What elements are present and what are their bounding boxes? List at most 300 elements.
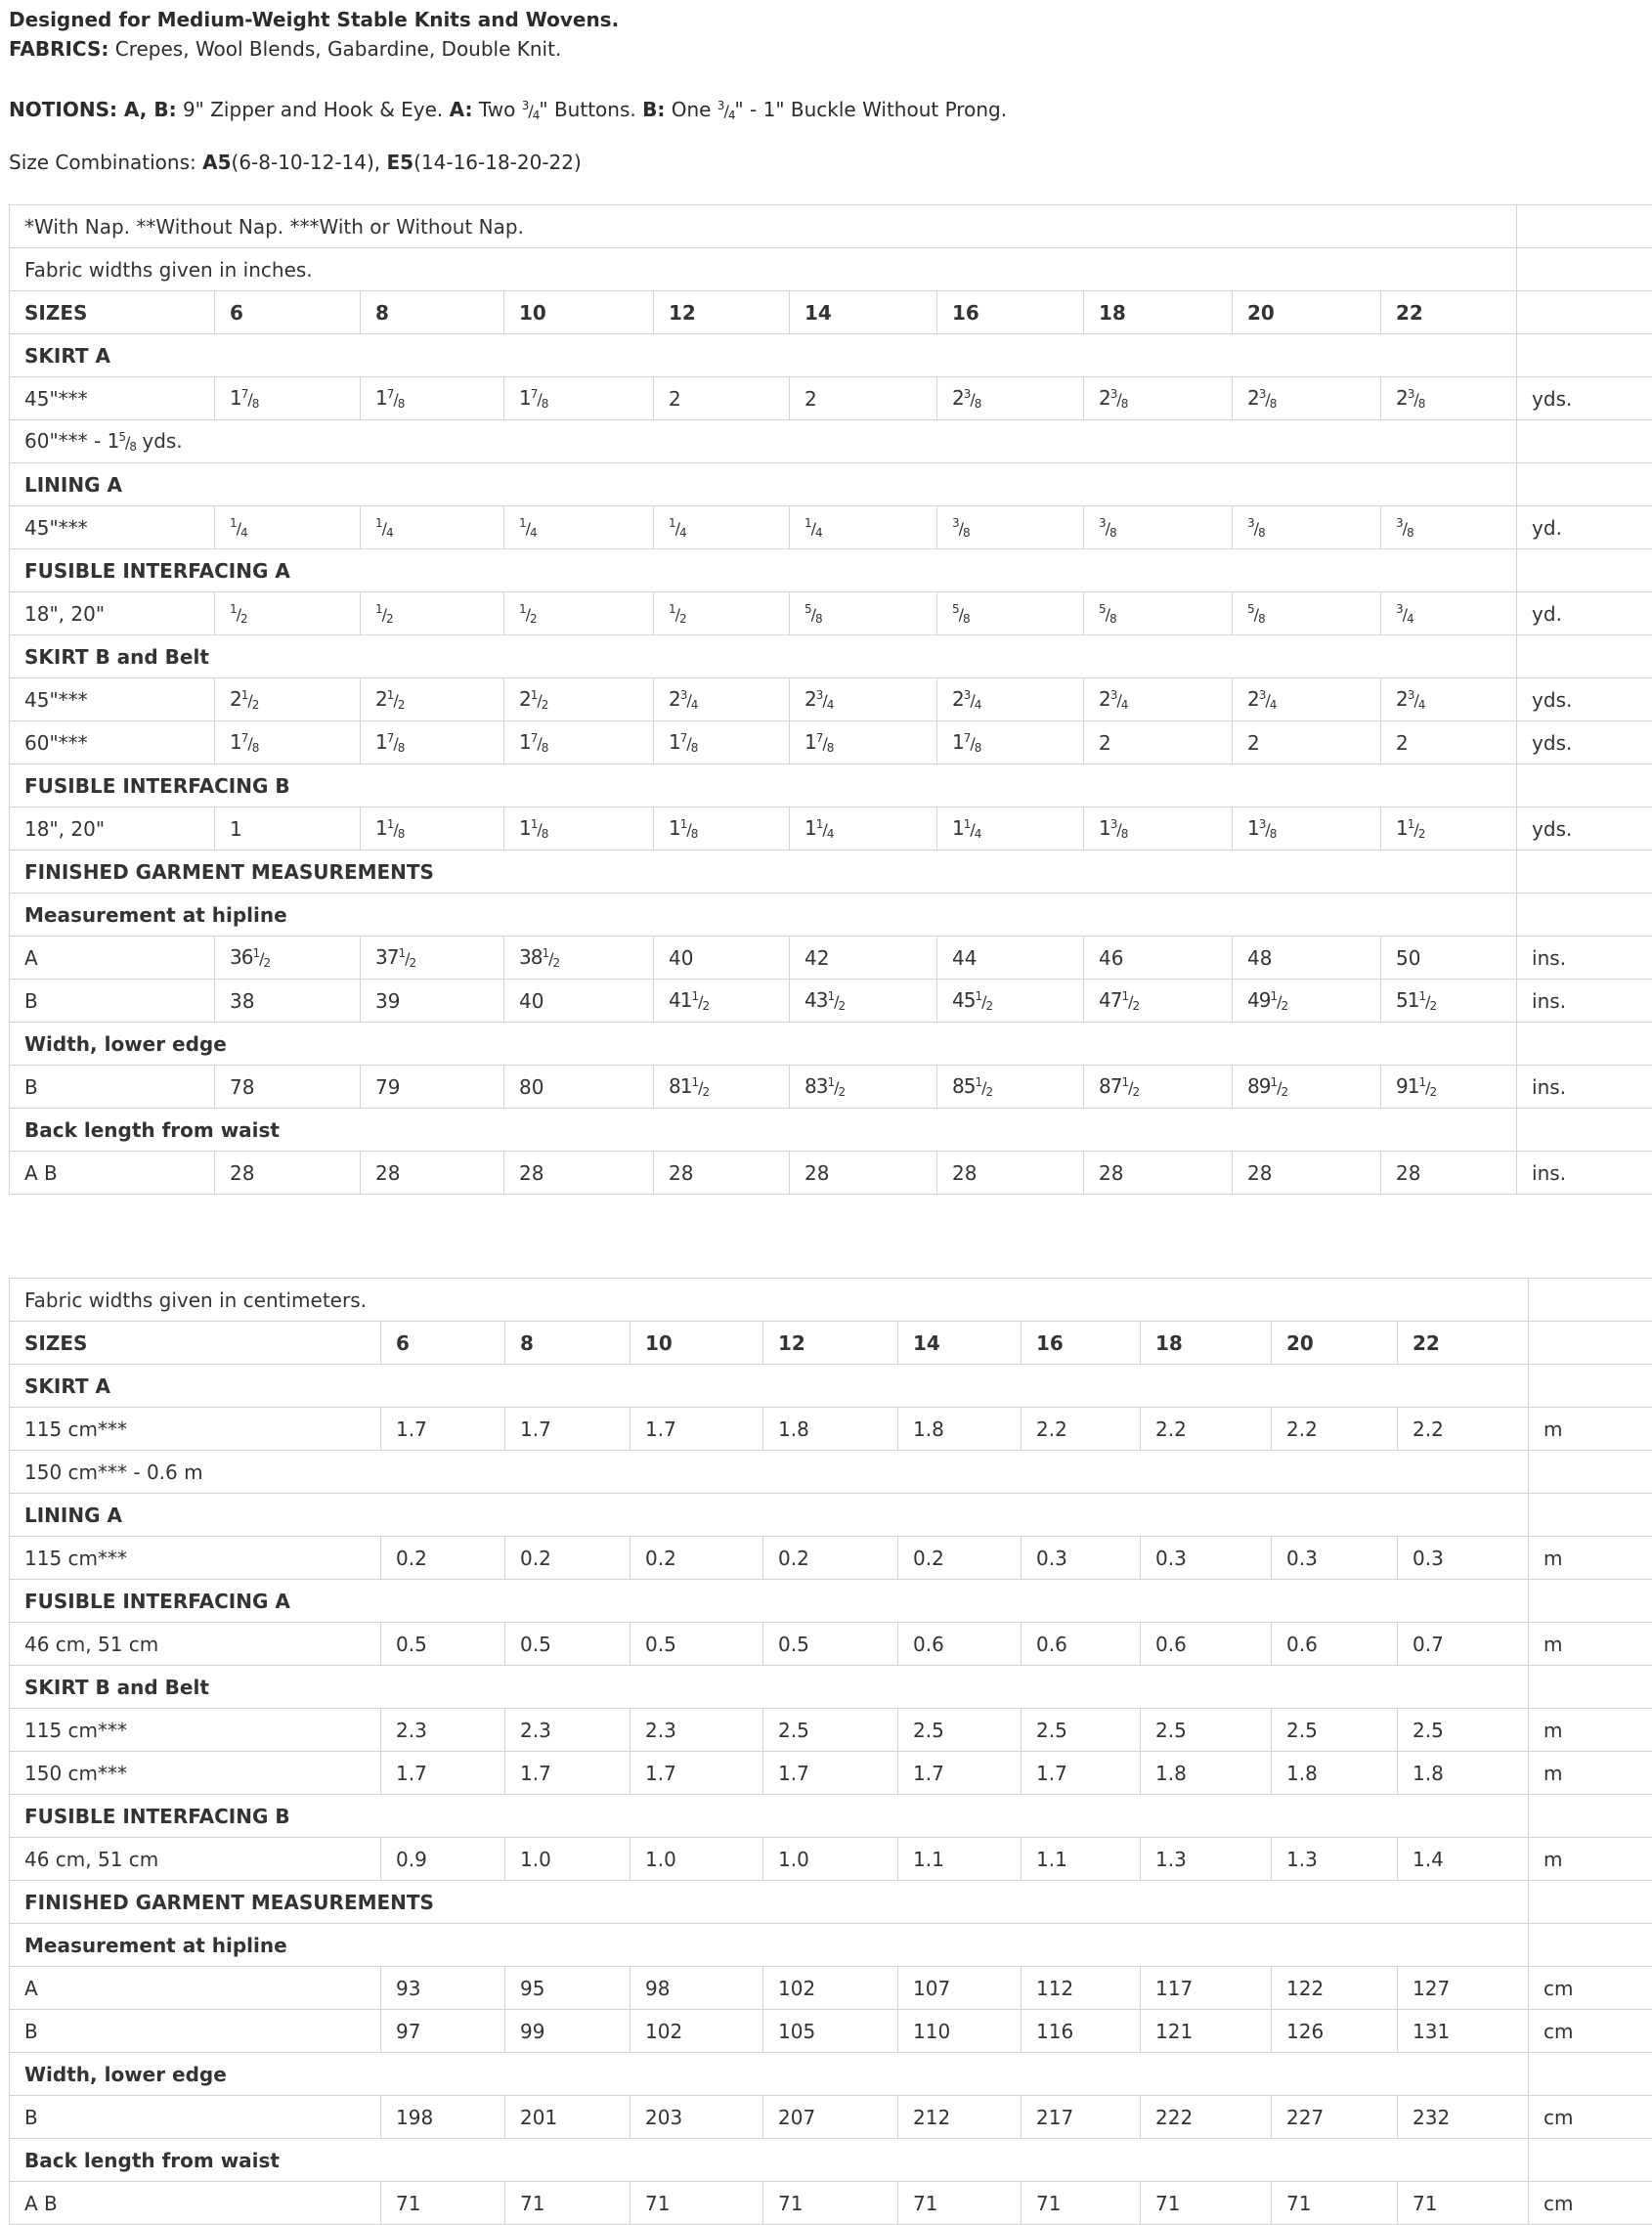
- row-label: A B: [10, 2182, 381, 2225]
- unit-cell-empty: [1529, 1666, 1652, 1709]
- size-value-cell: $1^3/_8$: [1233, 807, 1381, 851]
- row-label: 150 cm***: [10, 1752, 381, 1795]
- size-value-cell: 222: [1141, 2096, 1272, 2139]
- size-value-cell: $38^1/_2$: [504, 937, 654, 980]
- size-value-cell: $89^1/_2$: [1233, 1066, 1381, 1109]
- size-header-6: 6: [381, 1322, 505, 1365]
- table-row: [10, 377, 1652, 420]
- size-value-cell: 95: [505, 1967, 630, 2010]
- row-label: 45"***: [10, 377, 215, 420]
- section-skirt-b-and-belt-row: [10, 1666, 1652, 1709]
- row-label: A: [10, 937, 215, 980]
- size-value-cell: $^1/_2$: [215, 592, 361, 635]
- size-value-cell: 102: [630, 2010, 763, 2053]
- size-value-cell: 42: [790, 937, 937, 980]
- size-value-cell: $83^1/_2$: [790, 1066, 937, 1109]
- section-fusible-interfacing-a-row: [10, 549, 1652, 592]
- table-row: [10, 506, 1652, 549]
- unit-cell-empty: [1517, 635, 1652, 678]
- combo-a-sizes: (6-8-10-12-14),: [232, 151, 381, 174]
- section-measurement-at-hipline-row: [10, 1924, 1652, 1967]
- size-value-cell: $1^7/_8$: [215, 721, 361, 764]
- table-row: [10, 1709, 1652, 1752]
- size-value-cell: 1.8: [1141, 1752, 1272, 1795]
- unit-label: cm: [1529, 2182, 1652, 2225]
- table-row: [10, 1537, 1652, 1580]
- unit-cell-empty: [1529, 1494, 1652, 1537]
- size-value-cell: 107: [898, 1967, 1022, 2010]
- size-value-cell: 0.2: [630, 1537, 763, 1580]
- size-value-cell: $^1/_4$: [654, 506, 790, 549]
- combo-a-code: A5: [202, 151, 231, 174]
- size-value-cell: 1.7: [763, 1752, 898, 1795]
- size-header-14: 14: [790, 291, 937, 334]
- size-value-cell: $1^1/_4$: [790, 807, 937, 851]
- size-value-cell: 117: [1141, 1967, 1272, 2010]
- size-value-cell: $81^1/_2$: [654, 1066, 790, 1109]
- design-description-text: Designed for Medium-Weight Stable Knits and Wovens.: [9, 8, 619, 31]
- size-value-cell: 98: [630, 1967, 763, 2010]
- size-header-20: 20: [1233, 291, 1381, 334]
- table-row: [10, 807, 1652, 851]
- unit-cell-empty: [1529, 2139, 1652, 2182]
- size-value-cell: $91^1/_2$: [1381, 1066, 1517, 1109]
- unit-label: yds.: [1517, 721, 1652, 764]
- size-value-cell: $^3/_8$: [1084, 506, 1233, 549]
- size-value-cell: 2.5: [1398, 1709, 1529, 1752]
- size-value-cell: 1.7: [505, 1408, 630, 1451]
- size-value-cell: $2^3/_4$: [1381, 678, 1517, 721]
- fabric-widths-note-row: [10, 1279, 1652, 1322]
- unit-label: m: [1529, 1537, 1652, 1580]
- size-value-cell: 110: [898, 2010, 1022, 2053]
- size-header-20: 20: [1272, 1322, 1398, 1365]
- size-header-18: 18: [1141, 1322, 1272, 1365]
- size-value-cell: 99: [505, 2010, 630, 2053]
- size-value-cell: $2^3/_8$: [1381, 377, 1517, 420]
- size-value-cell: $^3/_4$: [1381, 592, 1517, 635]
- size-value-cell: 2.3: [630, 1709, 763, 1752]
- row-label: B: [10, 980, 215, 1023]
- size-header-6: 6: [215, 291, 361, 334]
- size-value-cell: 79: [361, 1066, 504, 1109]
- unit-label: m: [1529, 1752, 1652, 1795]
- unit-label: yds.: [1517, 377, 1652, 420]
- size-value-cell: 2.2: [1272, 1408, 1398, 1451]
- table-row: [10, 1066, 1652, 1109]
- section-skirt-a: SKIRT A: [10, 1365, 1529, 1408]
- size-value-cell: 102: [763, 1967, 898, 2010]
- size-value-cell: 0.2: [898, 1537, 1022, 1580]
- unit-label: yds.: [1517, 678, 1652, 721]
- section-width-lower-edge-row: [10, 1023, 1652, 1066]
- nap-legend-row: [10, 205, 1652, 248]
- unit-label: cm: [1529, 2010, 1652, 2053]
- size-value-cell: 0.5: [763, 1623, 898, 1666]
- unit-cell-empty: [1517, 291, 1652, 334]
- section-fusible-interfacing-b: FUSIBLE INTERFACING B: [10, 1795, 1529, 1838]
- section-fusible-interfacing-a: FUSIBLE INTERFACING A: [10, 549, 1517, 592]
- size-value-cell: $2^3/_4$: [1084, 678, 1233, 721]
- size-value-cell: $1^7/_8$: [215, 377, 361, 420]
- size-value-cell: 198: [381, 2096, 505, 2139]
- size-value-cell: 1.7: [630, 1408, 763, 1451]
- size-value-cell: 1.7: [381, 1752, 505, 1795]
- section-lining-a-row: [10, 1494, 1652, 1537]
- section-back-length-from-waist-row: [10, 2139, 1652, 2182]
- size-value-cell: 227: [1272, 2096, 1398, 2139]
- size-value-cell: 2.2: [1141, 1408, 1272, 1451]
- fabrics-text: Crepes, Wool Blends, Gabardine, Double Knit.: [115, 37, 562, 61]
- size-value-cell: $^5/_8$: [1233, 592, 1381, 635]
- fabrics-line: [9, 35, 561, 64]
- size-value-cell: 1.8: [898, 1408, 1022, 1451]
- unit-cell-empty: [1517, 420, 1652, 463]
- row-label: 18", 20": [10, 807, 215, 851]
- size-value-cell: $2^3/_4$: [1233, 678, 1381, 721]
- combo-e-code: E5: [387, 151, 414, 174]
- table-row: [10, 2096, 1652, 2139]
- size-value-cell: 93: [381, 1967, 505, 2010]
- unit-label: m: [1529, 1709, 1652, 1752]
- size-value-cell: $1^1/_8$: [504, 807, 654, 851]
- table-row: [10, 1408, 1652, 1451]
- size-value-cell: 97: [381, 2010, 505, 2053]
- size-value-cell: $51^1/_2$: [1381, 980, 1517, 1023]
- size-value-cell: 0.5: [630, 1623, 763, 1666]
- unit-label: yd.: [1517, 592, 1652, 635]
- size-value-cell: 0.3: [1272, 1537, 1398, 1580]
- size-value-cell: $37^1/_2$: [361, 937, 504, 980]
- unit-cell-empty: [1517, 851, 1652, 894]
- size-header-8: 8: [361, 291, 504, 334]
- size-value-cell: 201: [505, 2096, 630, 2139]
- size-value-cell: 212: [898, 2096, 1022, 2139]
- size-value-cell: 1.1: [1022, 1838, 1141, 1881]
- row-label: 46 cm, 51 cm: [10, 1838, 381, 1881]
- size-value-cell: $1^7/_8$: [937, 721, 1084, 764]
- row-label: 46 cm, 51 cm: [10, 1623, 381, 1666]
- design-description: [9, 6, 619, 34]
- size-header-10: 10: [504, 291, 654, 334]
- size-value-cell: 0.5: [381, 1623, 505, 1666]
- size-value-cell: 38: [215, 980, 361, 1023]
- yardage-table-inches: [9, 204, 1652, 1195]
- size-value-cell: 2: [790, 377, 937, 420]
- size-value-cell: $45^1/_2$: [937, 980, 1084, 1023]
- unit-cell-empty: [1517, 549, 1652, 592]
- section-finished-garment-measurements: FINISHED GARMENT MEASUREMENTS: [10, 851, 1517, 894]
- size-value-cell: 2.5: [1022, 1709, 1141, 1752]
- size-value-cell: $1^1/_4$: [937, 807, 1084, 851]
- size-header-12: 12: [763, 1322, 898, 1365]
- size-combinations-label: Size Combinations:: [9, 151, 196, 174]
- size-value-cell: 0.9: [381, 1838, 505, 1881]
- size-value-cell: $1^7/_8$: [654, 721, 790, 764]
- size-value-cell: $49^1/_2$: [1233, 980, 1381, 1023]
- unit-label: ins.: [1517, 980, 1652, 1023]
- size-value-cell: $47^1/_2$: [1084, 980, 1233, 1023]
- size-value-cell: 121: [1141, 2010, 1272, 2053]
- notions-ab-text: 9" Zipper and Hook & Eye.: [183, 98, 443, 121]
- fabric-widths-note: Fabric widths given in centimeters.: [10, 1279, 1529, 1322]
- size-value-cell: 2: [1381, 721, 1517, 764]
- unit-cell-empty: [1529, 1365, 1652, 1408]
- row-label: 18", 20": [10, 592, 215, 635]
- section-skirt-b-and-belt-row: [10, 635, 1652, 678]
- table-row: [10, 937, 1652, 980]
- size-value-cell: 1.8: [763, 1408, 898, 1451]
- sizes-header-label: SIZES: [10, 291, 215, 334]
- size-value-cell: $1^1/_8$: [361, 807, 504, 851]
- size-value-cell: 71: [1272, 2182, 1398, 2225]
- size-value-cell: $^5/_8$: [790, 592, 937, 635]
- size-value-cell: 1.0: [763, 1838, 898, 1881]
- section-width-lower-edge: Width, lower edge: [10, 2053, 1529, 2096]
- section-lining-a-row: [10, 463, 1652, 506]
- size-value-cell: 46: [1084, 937, 1233, 980]
- size-value-cell: 1.1: [898, 1838, 1022, 1881]
- size-value-cell: 217: [1022, 2096, 1141, 2139]
- size-value-cell: $2^3/_8$: [1233, 377, 1381, 420]
- size-value-cell: 50: [1381, 937, 1517, 980]
- unit-cell-empty: [1517, 1109, 1652, 1152]
- row-label: A B: [10, 1152, 215, 1195]
- size-value-cell: 40: [654, 937, 790, 980]
- size-value-cell: 39: [361, 980, 504, 1023]
- sizes-header-row: [10, 291, 1652, 334]
- size-value-cell: $^3/_8$: [1233, 506, 1381, 549]
- section-lining-a: LINING A: [10, 463, 1517, 506]
- size-value-cell: 1.7: [505, 1752, 630, 1795]
- size-value-cell: $41^1/_2$: [654, 980, 790, 1023]
- section-skirt-a-row: [10, 334, 1652, 377]
- size-header-14: 14: [898, 1322, 1022, 1365]
- size-value-cell: 48: [1233, 937, 1381, 980]
- size-header-16: 16: [937, 291, 1084, 334]
- table-row: [10, 1967, 1652, 2010]
- size-value-cell: 0.6: [1272, 1623, 1398, 1666]
- notions-a-label: A:: [450, 98, 473, 121]
- section-skirt-a: SKIRT A: [10, 334, 1517, 377]
- section-measurement-at-hipline: Measurement at hipline: [10, 1924, 1529, 1967]
- size-value-cell: 2.5: [1272, 1709, 1398, 1752]
- unit-label: m: [1529, 1623, 1652, 1666]
- unit-label: m: [1529, 1408, 1652, 1451]
- unit-cell-empty: [1529, 1451, 1652, 1494]
- table-row: [10, 721, 1652, 764]
- section-skirt-b-and-belt: SKIRT B and Belt: [10, 1666, 1529, 1709]
- size-value-cell: $1^7/_8$: [361, 377, 504, 420]
- section-back-length-from-waist-row: [10, 1109, 1652, 1152]
- size-value-cell: $2^1/_2$: [504, 678, 654, 721]
- row-label: 115 cm***: [10, 1537, 381, 1580]
- size-value-cell: 0.2: [381, 1537, 505, 1580]
- size-value-cell: 71: [381, 2182, 505, 2225]
- size-value-cell: $1^7/_8$: [504, 721, 654, 764]
- unit-label: m: [1529, 1838, 1652, 1881]
- size-value-cell: 80: [504, 1066, 654, 1109]
- unit-cell-empty: [1529, 1580, 1652, 1623]
- size-value-cell: 1.0: [630, 1838, 763, 1881]
- size-value-cell: $85^1/_2$: [937, 1066, 1084, 1109]
- size-header-8: 8: [505, 1322, 630, 1365]
- section-skirt-a-row: [10, 1365, 1652, 1408]
- unit-cell-empty: [1529, 1924, 1652, 1967]
- size-value-cell: 1.8: [1398, 1752, 1529, 1795]
- table-row: [10, 1623, 1652, 1666]
- nap-legend: *With Nap. **Without Nap. ***With or Without Nap.: [10, 205, 1517, 248]
- size-value-cell: $^1/_4$: [361, 506, 504, 549]
- section-width-lower-edge: Width, lower edge: [10, 1023, 1517, 1066]
- size-value-cell: 2: [1233, 721, 1381, 764]
- row-label: 115 cm***: [10, 1709, 381, 1752]
- size-header-10: 10: [630, 1322, 763, 1365]
- fabrics-label: FABRICS:: [9, 37, 109, 61]
- section-fusible-interfacing-b: FUSIBLE INTERFACING B: [10, 764, 1517, 807]
- unit-cell-empty: [1529, 1795, 1652, 1838]
- size-value-cell: $^1/_4$: [215, 506, 361, 549]
- row-label: B: [10, 2010, 381, 2053]
- size-value-cell: $^5/_8$: [1084, 592, 1233, 635]
- row-label: B: [10, 2096, 381, 2139]
- size-value-cell: 126: [1272, 2010, 1398, 2053]
- unit-label: ins.: [1517, 937, 1652, 980]
- section-finished-garment-measurements: FINISHED GARMENT MEASUREMENTS: [10, 1881, 1529, 1924]
- unit-cell-empty: [1517, 248, 1652, 291]
- size-value-cell: 207: [763, 2096, 898, 2139]
- size-value-cell: 105: [763, 2010, 898, 2053]
- size-value-cell: 71: [1022, 2182, 1141, 2225]
- size-value-cell: 28: [504, 1152, 654, 1195]
- unit-cell-empty: [1529, 2053, 1652, 2096]
- size-value-cell: 1.0: [505, 1838, 630, 1881]
- row-label: A: [10, 1967, 381, 2010]
- size-value-cell: 28: [1233, 1152, 1381, 1195]
- section-lining-a: LINING A: [10, 1494, 1529, 1537]
- unit-label: yds.: [1517, 807, 1652, 851]
- size-value-cell: 1.3: [1272, 1838, 1398, 1881]
- size-value-cell: $1^1/_8$: [654, 807, 790, 851]
- section-skirt-b-and-belt: SKIRT B and Belt: [10, 635, 1517, 678]
- section-measurement-at-hipline: Measurement at hipline: [10, 894, 1517, 937]
- fabric-widths-note-row: [10, 248, 1652, 291]
- size-value-cell: $36^1/_2$: [215, 937, 361, 980]
- size-value-cell: $1^3/_8$: [1084, 807, 1233, 851]
- alternate-width-note-row: [10, 420, 1652, 463]
- size-value-cell: $^1/_4$: [504, 506, 654, 549]
- size-value-cell: $2^1/_2$: [215, 678, 361, 721]
- section-finished-garment-measurements-row: [10, 851, 1652, 894]
- size-value-cell: $1^1/_2$: [1381, 807, 1517, 851]
- size-value-cell: 28: [1084, 1152, 1233, 1195]
- size-header-16: 16: [1022, 1322, 1141, 1365]
- size-value-cell: 2.2: [1022, 1408, 1141, 1451]
- fabric-widths-note: Fabric widths given in inches.: [10, 248, 1517, 291]
- size-value-cell: 1: [215, 807, 361, 851]
- yardage-table-centimeters: [9, 1278, 1652, 2225]
- size-value-cell: $2^3/_8$: [1084, 377, 1233, 420]
- sizes-header-label: SIZES: [10, 1322, 381, 1365]
- size-value-cell: 1.7: [1022, 1752, 1141, 1795]
- size-combinations-line: [9, 149, 582, 177]
- section-fusible-interfacing-a-row: [10, 1580, 1652, 1623]
- size-value-cell: 78: [215, 1066, 361, 1109]
- row-label: B: [10, 1066, 215, 1109]
- size-value-cell: 2.3: [381, 1709, 505, 1752]
- size-value-cell: 122: [1272, 1967, 1398, 2010]
- notions-label: NOTIONS: A, B:: [9, 98, 177, 121]
- size-value-cell: 28: [654, 1152, 790, 1195]
- size-value-cell: 112: [1022, 1967, 1141, 2010]
- alternate-width-note: 60"*** - $1^5/_8$ yds.: [10, 420, 1517, 463]
- unit-cell-empty: [1529, 1881, 1652, 1924]
- size-value-cell: 0.5: [505, 1623, 630, 1666]
- size-value-cell: 116: [1022, 2010, 1141, 2053]
- size-value-cell: 1.7: [898, 1752, 1022, 1795]
- notions-b-text: One $^3/_4$" - 1" Buckle Without Prong.: [672, 98, 1007, 121]
- notions-line: [9, 92, 1007, 130]
- size-value-cell: 0.3: [1141, 1537, 1272, 1580]
- unit-label: yd.: [1517, 506, 1652, 549]
- size-value-cell: 0.6: [898, 1623, 1022, 1666]
- size-value-cell: $^3/_8$: [937, 506, 1084, 549]
- size-value-cell: 0.2: [763, 1537, 898, 1580]
- row-label: 45"***: [10, 506, 215, 549]
- size-value-cell: 2.5: [763, 1709, 898, 1752]
- table-row: [10, 2182, 1652, 2225]
- size-value-cell: 0.6: [1022, 1623, 1141, 1666]
- size-value-cell: $^1/_4$: [790, 506, 937, 549]
- size-value-cell: 0.6: [1141, 1623, 1272, 1666]
- size-value-cell: 28: [361, 1152, 504, 1195]
- alternate-width-note: 150 cm*** - 0.6 m: [10, 1451, 1529, 1494]
- table-row: [10, 1752, 1652, 1795]
- size-value-cell: 2.5: [898, 1709, 1022, 1752]
- row-label: 45"***: [10, 678, 215, 721]
- notions-b-label: B:: [642, 98, 665, 121]
- size-value-cell: 28: [937, 1152, 1084, 1195]
- size-value-cell: 203: [630, 2096, 763, 2139]
- unit-cell-empty: [1517, 894, 1652, 937]
- section-fusible-interfacing-b-row: [10, 764, 1652, 807]
- size-value-cell: $^3/_8$: [1381, 506, 1517, 549]
- size-value-cell: 71: [630, 2182, 763, 2225]
- size-value-cell: 28: [790, 1152, 937, 1195]
- size-value-cell: 0.7: [1398, 1623, 1529, 1666]
- size-value-cell: $1^7/_8$: [361, 721, 504, 764]
- size-value-cell: 71: [505, 2182, 630, 2225]
- size-value-cell: 28: [1381, 1152, 1517, 1195]
- size-value-cell: $87^1/_2$: [1084, 1066, 1233, 1109]
- size-value-cell: 0.2: [505, 1537, 630, 1580]
- unit-label: cm: [1529, 1967, 1652, 2010]
- alternate-width-note-row: [10, 1451, 1652, 1494]
- size-value-cell: 2.5: [1141, 1709, 1272, 1752]
- section-fusible-interfacing-a: FUSIBLE INTERFACING A: [10, 1580, 1529, 1623]
- size-value-cell: $1^7/_8$: [790, 721, 937, 764]
- notions-a-text: Two $^3/_4$" Buttons.: [479, 98, 636, 121]
- size-value-cell: $2^3/_8$: [937, 377, 1084, 420]
- table-row: [10, 2010, 1652, 2053]
- size-header-12: 12: [654, 291, 790, 334]
- size-value-cell: $2^3/_4$: [937, 678, 1084, 721]
- row-label: 60"***: [10, 721, 215, 764]
- unit-cell-empty: [1529, 1279, 1652, 1322]
- size-value-cell: $^1/_2$: [361, 592, 504, 635]
- size-value-cell: 1.3: [1141, 1838, 1272, 1881]
- size-value-cell: 2.3: [505, 1709, 630, 1752]
